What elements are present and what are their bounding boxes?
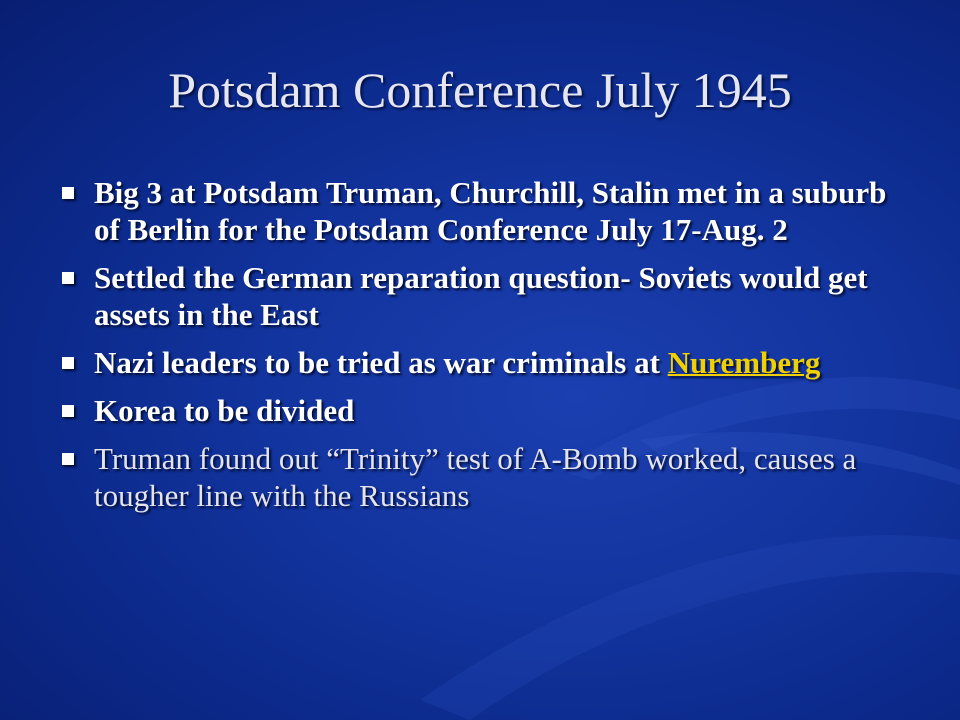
bullet-item [62, 259, 912, 333]
square-bullet-icon [62, 405, 74, 417]
bullet-item [62, 344, 912, 381]
bullet-item [62, 392, 912, 429]
square-bullet-icon [62, 357, 74, 369]
bullet-text: Nazi leaders to be tried as war criminals at [94, 345, 668, 380]
square-bullet-icon [62, 453, 74, 465]
slide-title: Potsdam Conference July 1945 [168, 62, 792, 118]
square-bullet-icon [62, 272, 74, 284]
bullet-item [62, 440, 912, 514]
bullet-text: Settled the German reparation question- Soviets would get assets in the East [94, 260, 868, 332]
bullet-item [62, 174, 912, 248]
bullet-list [62, 174, 912, 525]
nuremberg-link[interactable]: Nuremberg [667, 345, 821, 380]
bullet-text: Big 3 at Potsdam Truman, Churchill, Stalin met in a suburb of Berlin for the Potsdam Conference July 17-Aug. 2 [94, 175, 887, 247]
square-bullet-icon [62, 187, 74, 199]
bullet-text: Truman found out “Trinity” test of A-Bomb worked, causes a tougher line with the Russians [94, 441, 857, 513]
bullet-text: Korea to be divided [94, 393, 355, 428]
